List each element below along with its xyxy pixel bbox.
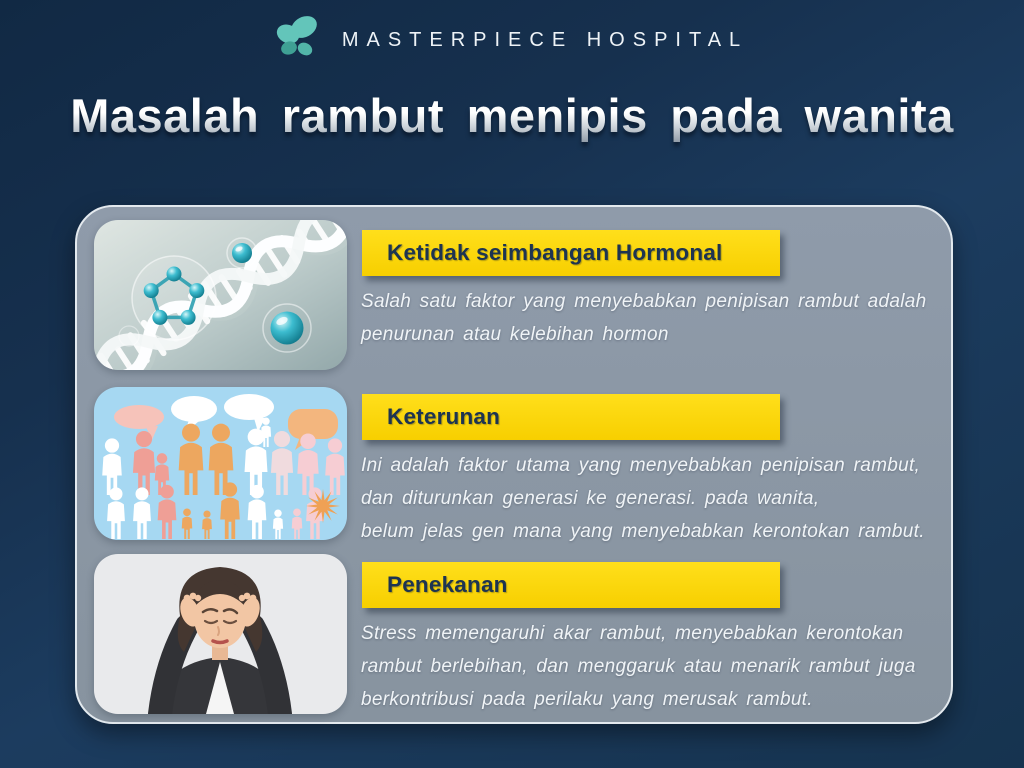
body-line: dan diturunkan generasi ke generasi. pada wanita, xyxy=(361,488,820,509)
body-line: berkontribusi pada perilaku yang merusak rambut. xyxy=(361,689,813,710)
section-heading: Keterunan xyxy=(387,404,501,429)
body-line: Ini adalah faktor utama yang menyebabkan penipisan rambut, xyxy=(361,455,921,476)
body-line: belum jelas gen mana yang menyebabkan kerontokan rambut. xyxy=(361,521,925,542)
section-banner-penekanan xyxy=(362,562,780,608)
paper-people-image xyxy=(94,387,347,540)
dna-helix-illustration xyxy=(94,220,347,370)
body-line: rambut berlebihan, dan menggaruk atau menarik rambut juga xyxy=(361,656,916,677)
body-line: Stress memengaruhi akar rambut, menyebabkan kerontokan xyxy=(361,623,904,644)
stressed-woman-photo xyxy=(94,554,347,714)
section-body-hormonal xyxy=(361,285,946,351)
section-heading: Ketidak seimbangan Hormonal xyxy=(387,240,723,265)
content-card xyxy=(75,205,953,724)
body-line: Salah satu faktor yang menyebabkan penipisan rambut adalah xyxy=(361,291,927,312)
section-heading: Penekanan xyxy=(387,572,508,597)
body-line: penurunan atau kelebihan hormon xyxy=(361,324,669,345)
section-banner-keterunan xyxy=(362,394,780,440)
paper-people-crowd-illustration xyxy=(94,387,347,540)
brand-header xyxy=(0,14,1024,60)
section-banner-hormonal xyxy=(362,230,780,276)
brand-name: MASTERPIECE HOSPITAL xyxy=(341,28,749,51)
dna-helix-image xyxy=(94,220,347,370)
section-body-penekanan xyxy=(361,617,946,716)
stressed-woman-image xyxy=(94,554,347,714)
section-body-keterunan xyxy=(361,449,946,548)
page-title: Masalah rambut menipis pada wanita xyxy=(0,88,1024,143)
butterfly-logo-icon xyxy=(276,14,322,60)
